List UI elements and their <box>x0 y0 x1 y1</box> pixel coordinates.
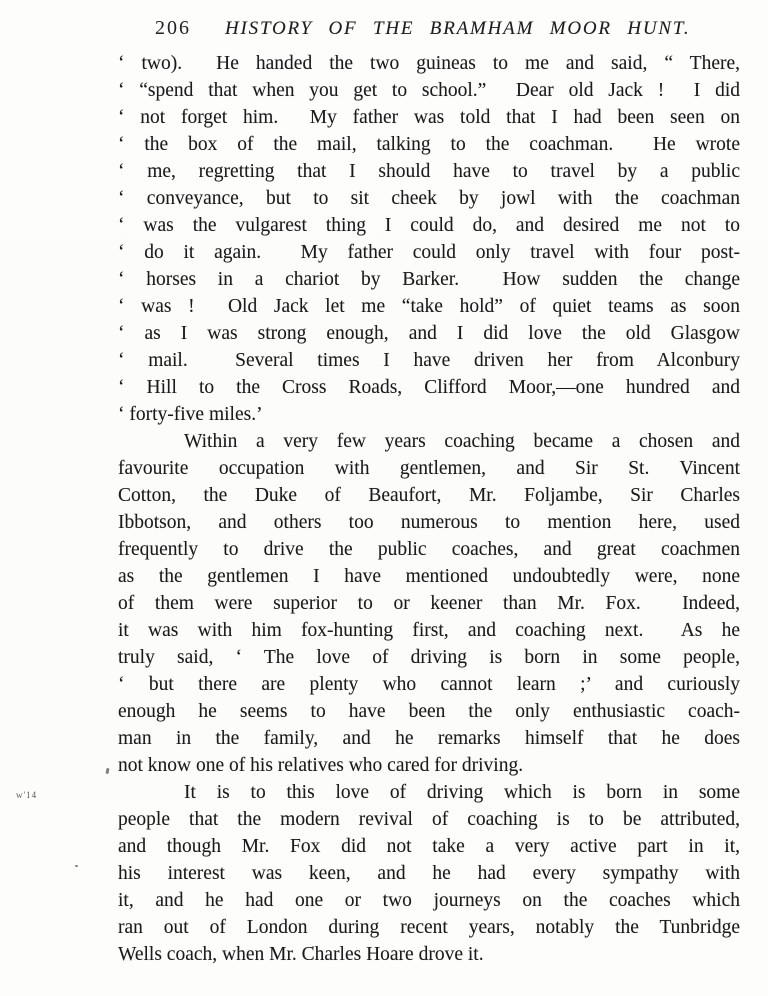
text-line: ‘ forty-five miles.’ <box>118 404 263 425</box>
text-line: and though Mr. Fox did not take a very active part in it, <box>118 836 740 857</box>
scan-speck <box>75 865 78 867</box>
text-line: ‘ “spend that when you get to school.” Dear old Jack ! I did <box>118 80 740 101</box>
text-line: favourite occupation with gentlemen, and Sir St. Vincent <box>118 458 740 479</box>
text-line: ‘ two). He handed the two guineas to me and said, “ There, <box>118 53 740 74</box>
text-line: Wells coach, when Mr. Charles Hoare drove it. <box>118 944 484 965</box>
text-line: people that the modern revival of coaching is to be attributed, <box>118 809 740 830</box>
text-line: enough he seems to have been the only enthusiastic coach- <box>118 701 740 722</box>
text-line: ‘ was the vulgarest thing I could do, and desired me not to <box>118 215 740 236</box>
text-line: as the gentlemen I have mentioned undoubtedly were, none <box>118 566 740 587</box>
page-number: 206 <box>155 17 191 39</box>
text-line: frequently to drive the public coaches, and great coachmen <box>118 539 740 560</box>
text-line: truly said, ‘ The love of driving is born in some people, <box>118 647 740 668</box>
text-line: Ibbotson, and others too numerous to mention here, used <box>118 512 740 533</box>
text-line: man in the family, and he remarks himself that he does <box>118 728 740 749</box>
text-line: ran out of London during recent years, notably the Tunbridge <box>118 917 740 938</box>
text-line: It is to this love of driving which is born in some <box>184 782 740 803</box>
text-line: not know one of his relatives who cared for driving. <box>118 755 524 776</box>
text-line: ‘ as I was strong enough, and I did love the old Glasgow <box>118 323 740 344</box>
text-line: ‘ do it again. My father could only travel with four post- <box>118 242 740 263</box>
text-line: Within a very few years coaching became a chosen and <box>184 431 740 452</box>
page-text <box>118 50 740 968</box>
text-line: ‘ mail. Several times I have driven her from Alconbury <box>118 350 740 371</box>
text-line: ‘ was ! Old Jack let me “take hold” of quiet teams as soon <box>118 296 740 317</box>
text-line: it was with him fox-hunting first, and coaching next. As he <box>118 620 740 641</box>
text-line: ‘ not forget him. My father was told that I had been seen on <box>118 107 740 128</box>
text-line: ‘ Hill to the Cross Roads, Clifford Moor,—one hundred and <box>118 377 740 398</box>
text-line: his interest was keen, and he had every sympathy with <box>118 863 740 884</box>
text-line: Cotton, the Duke of Beaufort, Mr. Foljambe, Sir Charles <box>118 485 740 506</box>
text-line: ‘ conveyance, but to sit cheek by jowl with the coachman <box>118 188 740 209</box>
text-line: of them were superior to or keener than Mr. Fox. Indeed, <box>118 593 740 614</box>
text-line: it, and he had one or two journeys on the coaches which <box>118 890 740 911</box>
text-line: ‘ but there are plenty who cannot learn ;’ and curiously <box>118 674 740 695</box>
text-line: ‘ me, regretting that I should have to travel by a public <box>118 161 740 182</box>
running-title: HISTORY OF THE BRAMHAM MOOR HUNT. <box>225 18 691 39</box>
page-header <box>155 17 708 40</box>
margin-pencil-mark: w'14 <box>16 790 38 800</box>
text-line: ‘ the box of the mail, talking to the coachman. He wrote <box>118 134 740 155</box>
scan-speck <box>105 768 109 774</box>
text-line: ‘ horses in a chariot by Barker. How sudden the change <box>118 269 740 290</box>
